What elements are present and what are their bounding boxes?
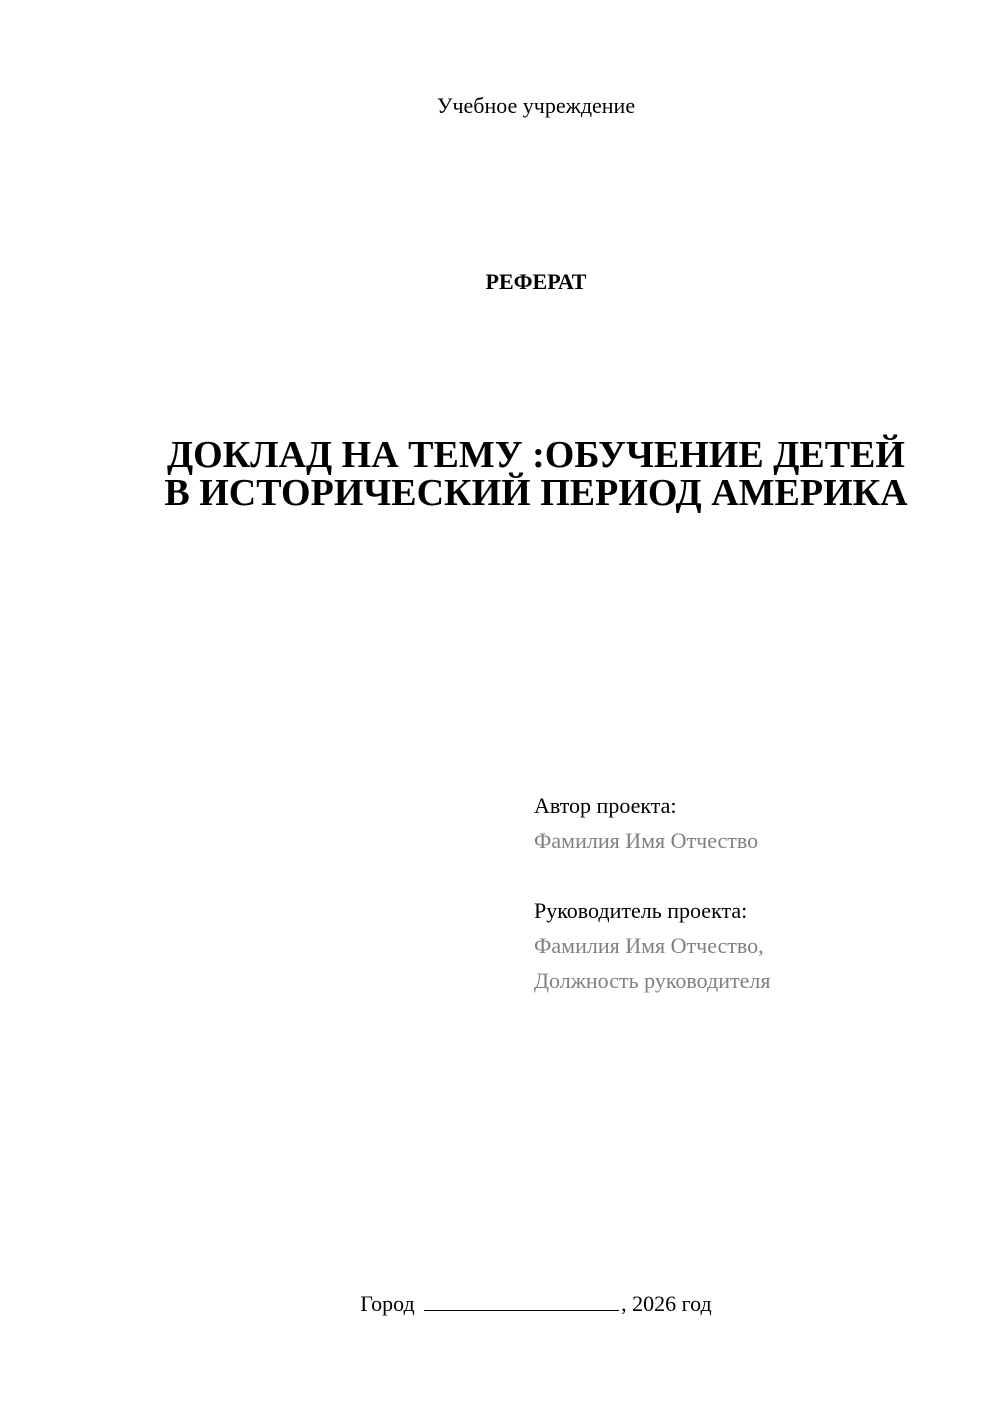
- city-blank-line: [424, 1290, 619, 1311]
- supervisor-name: Фамилия Имя Отчество,: [534, 933, 764, 958]
- topic-line-1: ДОКЛАД НА ТЕМУ :ОБУЧЕНИЕ ДЕТЕЙ: [167, 434, 905, 476]
- supervisor-block: [534, 893, 770, 998]
- institution-name: Учебное учреждение: [436, 93, 636, 118]
- report-topic: [100, 436, 972, 512]
- supervisor-position: Должность руководителя: [534, 968, 771, 993]
- author-block: [534, 788, 758, 858]
- author-label: Автор проекта:: [534, 793, 677, 818]
- year-text: , 2026 год: [621, 1291, 712, 1316]
- author-name: Фамилия Имя Отчество: [534, 828, 759, 853]
- city-label: Город: [360, 1291, 415, 1316]
- document-type: РЕФЕРАТ: [485, 269, 587, 294]
- topic-line-2: В ИСТОРИЧЕСКИЙ ПЕРИОД АМЕРИКА: [164, 472, 908, 514]
- footer-city-year: [0, 1290, 1000, 1318]
- supervisor-label: Руководитель проекта:: [534, 898, 748, 923]
